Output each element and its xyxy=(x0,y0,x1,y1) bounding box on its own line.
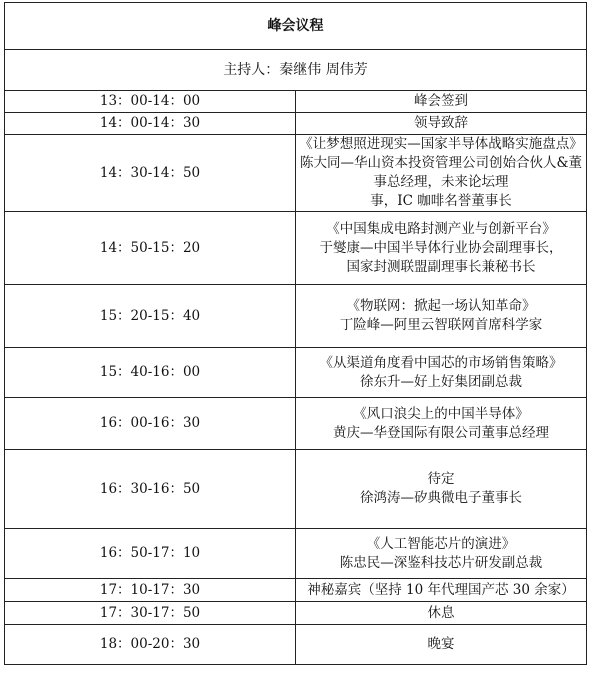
agenda-host-row xyxy=(5,50,587,91)
session-speaker: 事，IC 咖啡名誉董事长 xyxy=(370,193,512,209)
session-content xyxy=(296,135,587,212)
session-title: 《从渠道角度看中国芯的市场销售策略》 xyxy=(319,354,563,371)
table-row xyxy=(5,91,587,113)
session-time: 15：40-16：00 xyxy=(5,348,296,398)
session-time: 16：30-16：50 xyxy=(5,450,296,529)
session-line: 神秘嘉宾（坚持 10 年代理国产芯 30 余家） xyxy=(307,581,575,598)
session-speaker: 国家封测联盟副理事长兼秘书长 xyxy=(346,258,536,275)
session-content xyxy=(296,398,587,450)
session-time: 17：30-17：50 xyxy=(5,602,296,625)
session-title: 《物联网：掀起一场认知革命》 xyxy=(346,298,536,314)
session-speaker: 于燮康—中国半导体行业协会副理事长， xyxy=(319,239,563,256)
host-info: 主持人：秦继伟 周伟芳 xyxy=(5,50,587,91)
session-time: 18：00-20：30 xyxy=(5,625,296,665)
session-content xyxy=(296,602,587,625)
session-title: 《风口浪尖上的中国半导体》 xyxy=(353,405,529,422)
session-time: 15：20-15：40 xyxy=(5,285,296,348)
session-title: 《让梦想照进现实—国家半导体战略实施盘点》 xyxy=(299,136,583,152)
session-content xyxy=(296,529,587,579)
agenda-title-row xyxy=(5,3,587,50)
session-title: 待定 xyxy=(427,471,455,487)
session-speaker: 黄庆—华登国际有限公司董事总经理 xyxy=(333,424,549,441)
session-content xyxy=(296,91,587,113)
session-title: 《人工智能芯片的演进》 xyxy=(366,535,516,552)
table-row xyxy=(5,348,587,398)
table-row xyxy=(5,398,587,450)
session-speaker: 徐东升—好上好集团副总裁 xyxy=(360,373,522,390)
session-content xyxy=(296,348,587,398)
session-content xyxy=(296,285,587,348)
session-time: 14：00-14：30 xyxy=(5,113,296,135)
session-time: 16：50-17：10 xyxy=(5,529,296,579)
session-time: 17：10-17：30 xyxy=(5,579,296,602)
table-row xyxy=(5,602,587,625)
table-row xyxy=(5,529,587,579)
session-line: 领导致辞 xyxy=(414,115,468,131)
session-content xyxy=(296,625,587,665)
table-row xyxy=(5,212,587,285)
page-title: 峰会议程 xyxy=(5,3,587,50)
table-row xyxy=(5,135,587,212)
session-content xyxy=(296,450,587,529)
session-line: 休息 xyxy=(427,604,455,621)
table-row xyxy=(5,285,587,348)
session-speaker: 徐鸿涛—矽典微电子董事长 xyxy=(360,490,522,506)
session-speaker: 陈大同—华山资本投资管理公司创始合伙人&董事总经理，未来论坛理 xyxy=(299,155,583,190)
session-time: 16：00-16：30 xyxy=(5,398,296,450)
table-row xyxy=(5,579,587,602)
session-content xyxy=(296,113,587,135)
table-row xyxy=(5,113,587,135)
session-line: 晚宴 xyxy=(427,636,455,652)
session-speaker: 陈忠民—深鉴科技芯片研发副总裁 xyxy=(339,554,543,571)
session-time: 14：50-15：20 xyxy=(5,212,296,285)
session-time: 13：00-14：00 xyxy=(5,91,296,113)
agenda-document xyxy=(4,2,587,665)
session-time: 14：30-14：50 xyxy=(5,135,296,212)
session-speaker: 丁险峰—阿里云智联网首席科学家 xyxy=(339,317,543,333)
table-row xyxy=(5,625,587,665)
table-row xyxy=(5,450,587,529)
session-content xyxy=(296,579,587,602)
agenda-table xyxy=(4,2,587,665)
session-title: 《中国集成电路封测产业与创新平台》 xyxy=(326,220,556,237)
session-content xyxy=(296,212,587,285)
session-line: 峰会签到 xyxy=(414,93,468,109)
